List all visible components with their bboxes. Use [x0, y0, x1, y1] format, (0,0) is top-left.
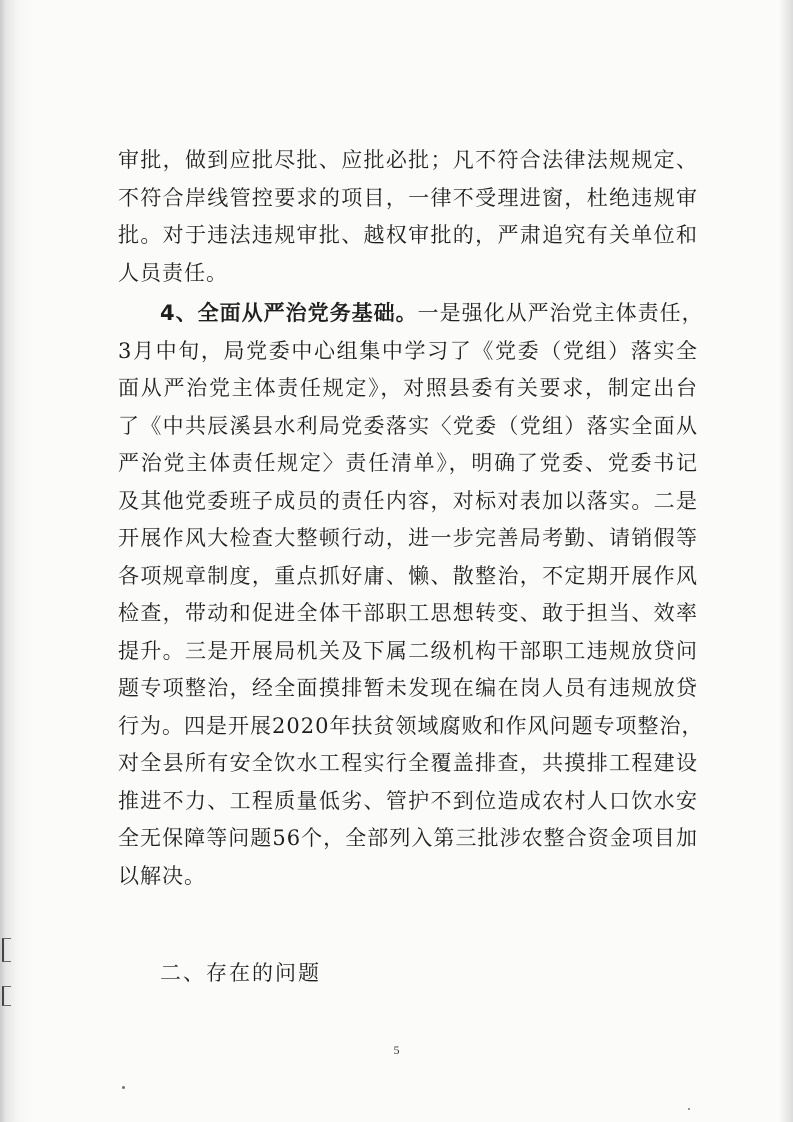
paragraph-line: 行为。四是开展2020年扶贫领域腐败和作风问题专项整治，	[118, 713, 704, 738]
scan-speck	[688, 1108, 690, 1110]
paragraph-line: 严治党主体责任规定〉责任清单》，明确了党委、党委书记	[118, 451, 698, 475]
paragraph-line: 检查，带动和促进全体干部职工思想转变、敢于担当、效率	[118, 601, 698, 625]
paragraph-line: 题专项整治，经全面摸排暂未发现在编在岗人员有违规放贷	[118, 676, 698, 700]
paragraph-line: 以解决。	[118, 863, 206, 888]
paragraph-line: 了《中共辰溪县水利局党委落实〈党委（党组）落实全面从	[118, 413, 698, 438]
page-number: 5	[393, 1043, 400, 1057]
paragraph-line: 审批，做到应批尽批、应批必批；凡不符合法律法规规定、	[118, 148, 698, 172]
paragraph-line: 提升。三是开展局机关及下属二级机构干部职工违规放贷问	[118, 638, 698, 663]
scan-right-edge-shadow	[779, 0, 793, 1122]
item-4-first-line	[118, 295, 704, 333]
paragraph-line: 全无保障等问题56个，全部列入第三批涉农整合资金项目加	[118, 826, 698, 850]
item-4-heading: 4、全面从严治党务基础。	[160, 301, 418, 325]
body-text	[118, 142, 704, 895]
section-heading: 二、存在的问题	[160, 961, 321, 985]
paragraph-line: 推进不力、工程质量低劣、管护不到位造成农村人口饮水安	[118, 788, 698, 813]
paragraph-line: 3月中旬，局党委中心组集中学习了《党委（党组）落实全	[118, 338, 698, 363]
paragraph-line: 开展作风大检查大整顿行动，进一步完善局考勤、请销假等	[118, 526, 698, 550]
paragraph-line: 对全县所有安全饮水工程实行全覆盖排查，共摸排工程建设	[118, 751, 698, 775]
item-4-first-line-text: 一是强化从严治党主体责任，	[417, 301, 704, 325]
paragraph-line: 人员责任。	[118, 260, 228, 285]
paragraph-line: 及其他党委班子成员的责任内容，对标对表加以落实。二是	[118, 488, 698, 513]
paragraph-line: 不符合岸线管控要求的项目，一律不受理进窗，杜绝违规审	[118, 185, 698, 210]
paragraph-line: 面从严治党主体责任规定》，对照县委有关要求，制定出台	[118, 376, 698, 400]
scan-speck	[122, 1086, 125, 1089]
paragraph-line: 批。对于违法违规审批、越权审批的，严肃追究有关单位和	[118, 223, 698, 247]
binding-margin-marks	[0, 938, 22, 1018]
paragraph-line: 各项规章制度，重点抓好庸、懒、散整治，不定期开展作风	[118, 563, 698, 588]
